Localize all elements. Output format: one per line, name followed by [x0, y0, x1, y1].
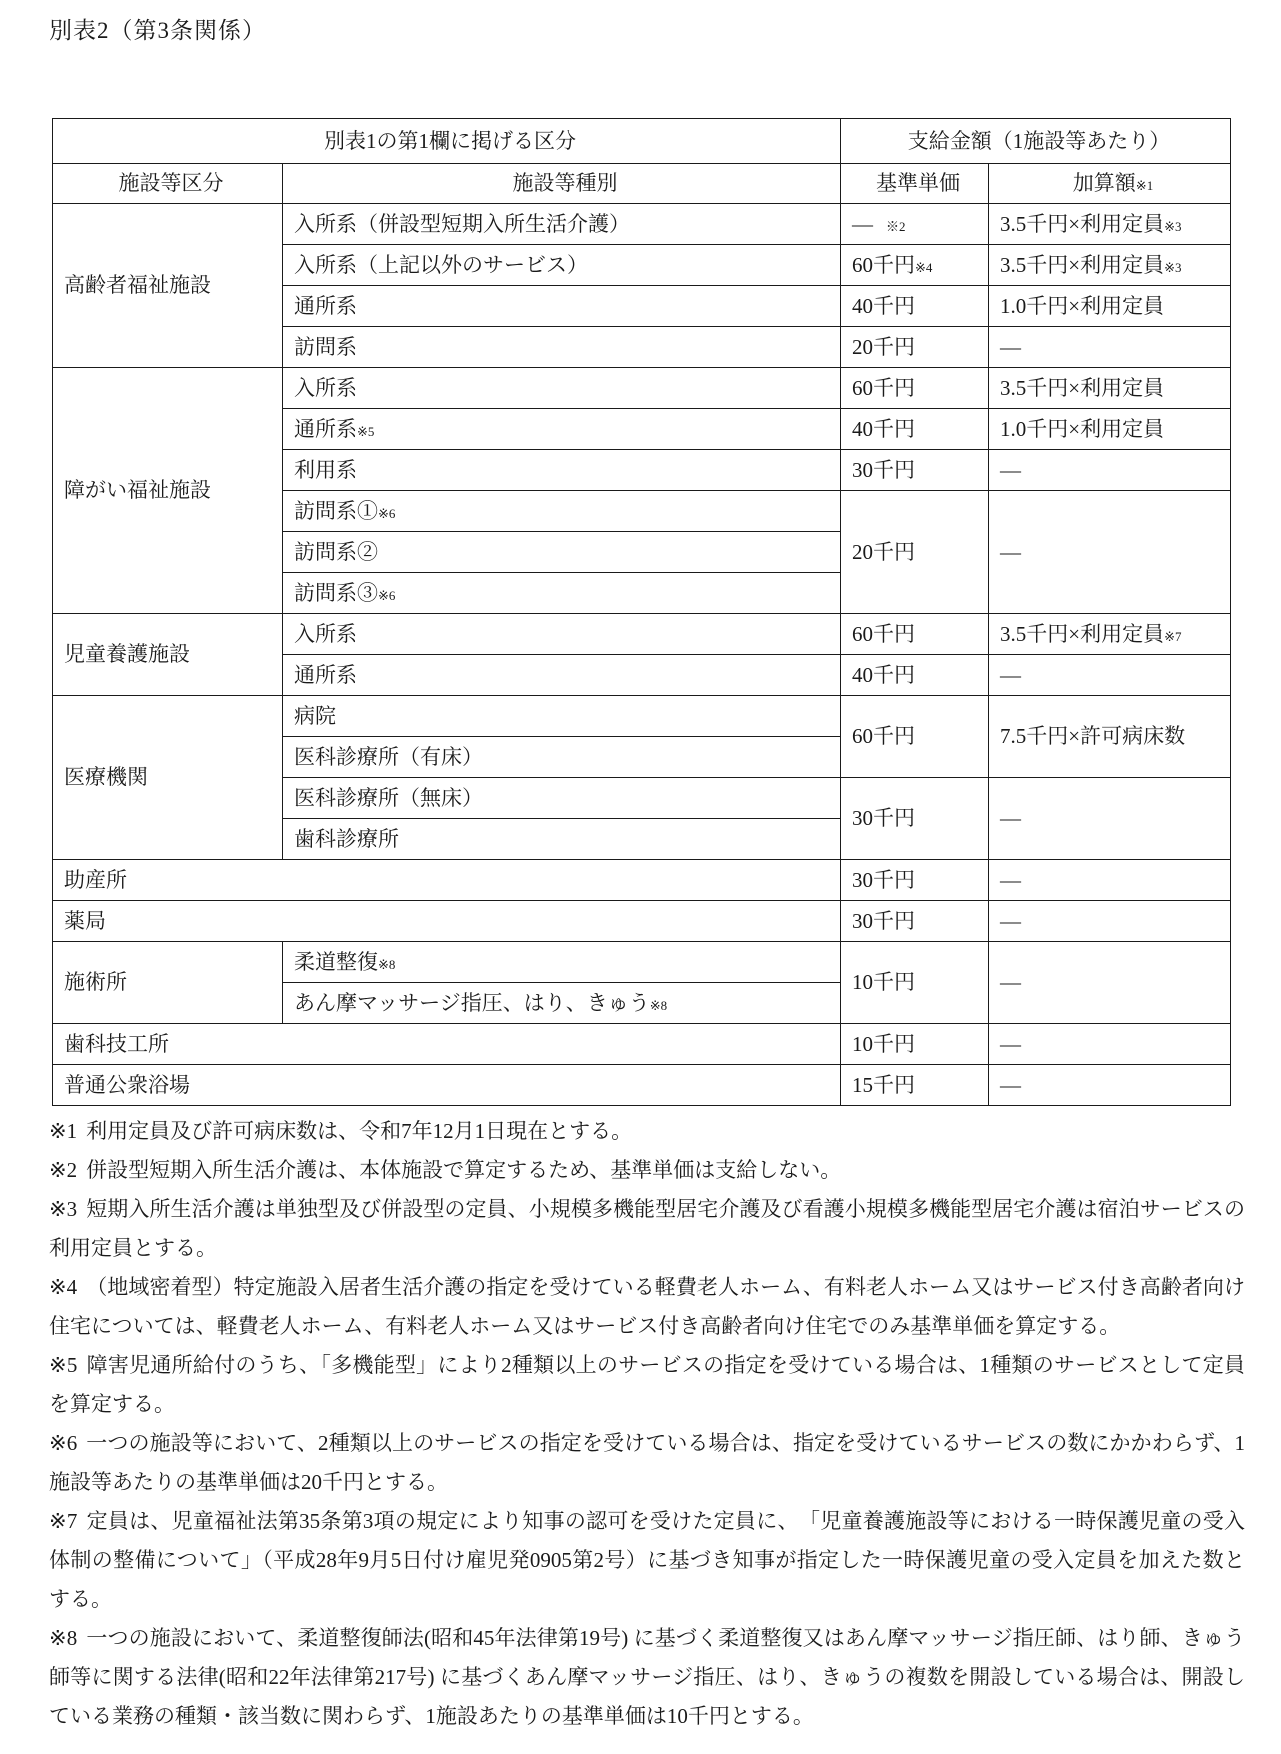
- type-cell: 訪問系: [283, 327, 841, 368]
- base-price-cell: 60千円: [841, 368, 989, 409]
- type-cell: 利用系: [283, 450, 841, 491]
- footnote-mark: ※7: [49, 1509, 78, 1533]
- category-cell: 高齢者福祉施設: [53, 204, 283, 368]
- type-cell: あん摩マッサージ指圧、はり、きゅう※8: [283, 983, 841, 1024]
- footnote: [49, 1112, 1245, 1151]
- table-row: [53, 368, 1231, 409]
- addition-cell: ―: [989, 1065, 1231, 1106]
- footnote: [49, 1619, 1245, 1736]
- base-price-cell: 20千円: [841, 327, 989, 368]
- footnote: [49, 1346, 1245, 1424]
- type-cell: 訪問系②: [283, 532, 841, 573]
- footnotes: [49, 1112, 1245, 1736]
- footnote-text: 定員は、児童福祉法第35条第3項の規定により知事の認可を受けた定員に、 「児童養護施設等における一時保護児童の受入体制の整備について」（平成28年9月5日付け雇児発0905第2号）に基づき知事が指定した一時保護児童の受入定員を加えた数とする。: [49, 1509, 1245, 1611]
- type-cell: 柔道整復※8: [283, 942, 841, 983]
- addition-cell: 1.0千円×利用定員: [989, 409, 1231, 450]
- addition-cell: ―: [989, 327, 1231, 368]
- footnote-text: 利用定員及び許可病床数は、令和7年12月1日現在とする。: [86, 1119, 633, 1143]
- footnote: [49, 1268, 1245, 1346]
- table-header-group-row: [53, 119, 1231, 164]
- type-cell: 通所系※5: [283, 409, 841, 450]
- footnote-text: 障害児通所給付のうち、「多機能型」により2種類以上のサービスの指定を受けている場合は、1種類のサービスとして定員を算定する。: [49, 1353, 1245, 1416]
- footnote-text: 併設型短期入所生活介護は、本体施設で算定するため、基準単価は支給しない。: [86, 1158, 842, 1182]
- addition-cell: ―: [989, 1024, 1231, 1065]
- category-cell: 施術所: [53, 942, 283, 1024]
- payment-table: [52, 118, 1231, 1106]
- footnote-mark: ※8: [49, 1626, 78, 1650]
- base-price-cell: 40千円: [841, 286, 989, 327]
- category-cell: 児童養護施設: [53, 614, 283, 696]
- table-row: [53, 1024, 1231, 1065]
- header-addition-label: 加算額: [1072, 171, 1136, 196]
- type-cell: 訪問系①※6: [283, 491, 841, 532]
- base-price-cell: 15千円: [841, 1065, 989, 1106]
- base-price-cell: 30千円: [841, 860, 989, 901]
- type-cell: 入所系: [283, 614, 841, 655]
- addition-cell: 3.5千円×利用定員: [989, 368, 1231, 409]
- base-price-cell: 60千円※4: [841, 245, 989, 286]
- base-price-cell: 60千円: [841, 696, 989, 778]
- type-cell: 病院: [283, 696, 841, 737]
- table-row: [53, 942, 1231, 983]
- category-cell: 助産所: [53, 860, 841, 901]
- addition-cell: 3.5千円×利用定員※7: [989, 614, 1231, 655]
- table-row: [53, 1065, 1231, 1106]
- addition-cell: ―: [989, 655, 1231, 696]
- header-addition-note: ※1: [1135, 178, 1154, 194]
- header-addition: [989, 164, 1231, 204]
- page-title: 別表2（第3条関係）: [49, 18, 266, 43]
- footnote-mark: ※6: [49, 1431, 78, 1455]
- base-price-cell: 30千円: [841, 901, 989, 942]
- base-price-cell: ― ※2: [841, 204, 989, 245]
- addition-cell: ―: [989, 942, 1231, 1024]
- footnote-mark: ※1: [49, 1119, 78, 1143]
- type-cell: 入所系（併設型短期入所生活介護）: [283, 204, 841, 245]
- addition-cell: ―: [989, 778, 1231, 860]
- type-cell: 通所系: [283, 655, 841, 696]
- table-row: [53, 204, 1231, 245]
- footnote-mark: ※4: [49, 1275, 78, 1299]
- header-category: 施設等区分: [53, 164, 283, 204]
- footnote: [49, 1424, 1245, 1502]
- addition-cell: ―: [989, 450, 1231, 491]
- footnote-text: 一つの施設等において、2種類以上のサービスの指定を受けている場合は、指定を受けているサービスの数にかかわらず、1施設等あたりの基準単価は20千円とする。: [49, 1431, 1245, 1494]
- type-cell: 訪問系③※6: [283, 573, 841, 614]
- type-cell: 歯科診療所: [283, 819, 841, 860]
- type-cell: 医科診療所（無床）: [283, 778, 841, 819]
- table-row: [53, 614, 1231, 655]
- table-row: [53, 696, 1231, 737]
- header-right-group: 支給金額（1施設等あたり）: [841, 119, 1231, 164]
- footnote: [49, 1502, 1245, 1619]
- addition-cell: ―: [989, 860, 1231, 901]
- type-cell: 通所系: [283, 286, 841, 327]
- footnote: [49, 1151, 1245, 1190]
- base-price-cell: 60千円: [841, 614, 989, 655]
- footnote-text: 短期入所生活介護は単独型及び併設型の定員、小規模多機能型居宅介護及び看護小規模多機能型居宅介護は宿泊サービスの利用定員とする。: [49, 1197, 1245, 1260]
- table-row: [53, 901, 1231, 942]
- footnote: [49, 1190, 1245, 1268]
- type-cell: 医科診療所（有床）: [283, 737, 841, 778]
- header-base-price: 基準単価: [841, 164, 989, 204]
- addition-cell: ―: [989, 491, 1231, 614]
- category-cell: 歯科技工所: [53, 1024, 841, 1065]
- header-left-group: 別表1の第1欄に掲げる区分: [53, 119, 841, 164]
- base-price-cell: 40千円: [841, 409, 989, 450]
- category-cell: 普通公衆浴場: [53, 1065, 841, 1106]
- footnote-mark: ※5: [49, 1353, 78, 1377]
- category-cell: 医療機関: [53, 696, 283, 860]
- footnote-mark: ※3: [49, 1197, 78, 1221]
- base-price-cell: 30千円: [841, 778, 989, 860]
- category-cell: 薬局: [53, 901, 841, 942]
- footnote-text: （地域密着型）特定施設入居者生活介護の指定を受けている軽費老人ホーム、有料老人ホーム又はサービス付き高齢者向け住宅については、軽費老人ホーム、有料老人ホーム又はサービス付き高齢者向け住宅でのみ基準単価を算定する。: [49, 1275, 1245, 1338]
- addition-cell: ―: [989, 901, 1231, 942]
- base-price-cell: 10千円: [841, 942, 989, 1024]
- base-price-cell: 30千円: [841, 450, 989, 491]
- table-header-row: [53, 164, 1231, 204]
- addition-cell: 3.5千円×利用定員※3: [989, 204, 1231, 245]
- table-row: [53, 860, 1231, 901]
- base-price-cell: 10千円: [841, 1024, 989, 1065]
- footnote-mark: ※2: [49, 1158, 78, 1182]
- addition-cell: 1.0千円×利用定員: [989, 286, 1231, 327]
- addition-cell: 7.5千円×許可病床数: [989, 696, 1231, 778]
- header-type: 施設等種別: [283, 164, 841, 204]
- type-cell: 入所系（上記以外のサービス）: [283, 245, 841, 286]
- footnote-text: 一つの施設において、柔道整復師法(昭和45年法律第19号) に基づく柔道整復又はあん摩マッサージ指圧師、はり師、きゅう師等に関する法律(昭和22年法律第217号) に基づくあん摩マッサージ指圧、はり、きゅうの複数を開設している場合は、開設している業務の種類・該当数に関わらず、1施設あたりの基準単価は10千円とする。: [49, 1626, 1245, 1728]
- addition-cell: 3.5千円×利用定員※3: [989, 245, 1231, 286]
- category-cell: 障がい福祉施設: [53, 368, 283, 614]
- type-cell: 入所系: [283, 368, 841, 409]
- base-price-cell: 40千円: [841, 655, 989, 696]
- base-price-cell: 20千円: [841, 491, 989, 614]
